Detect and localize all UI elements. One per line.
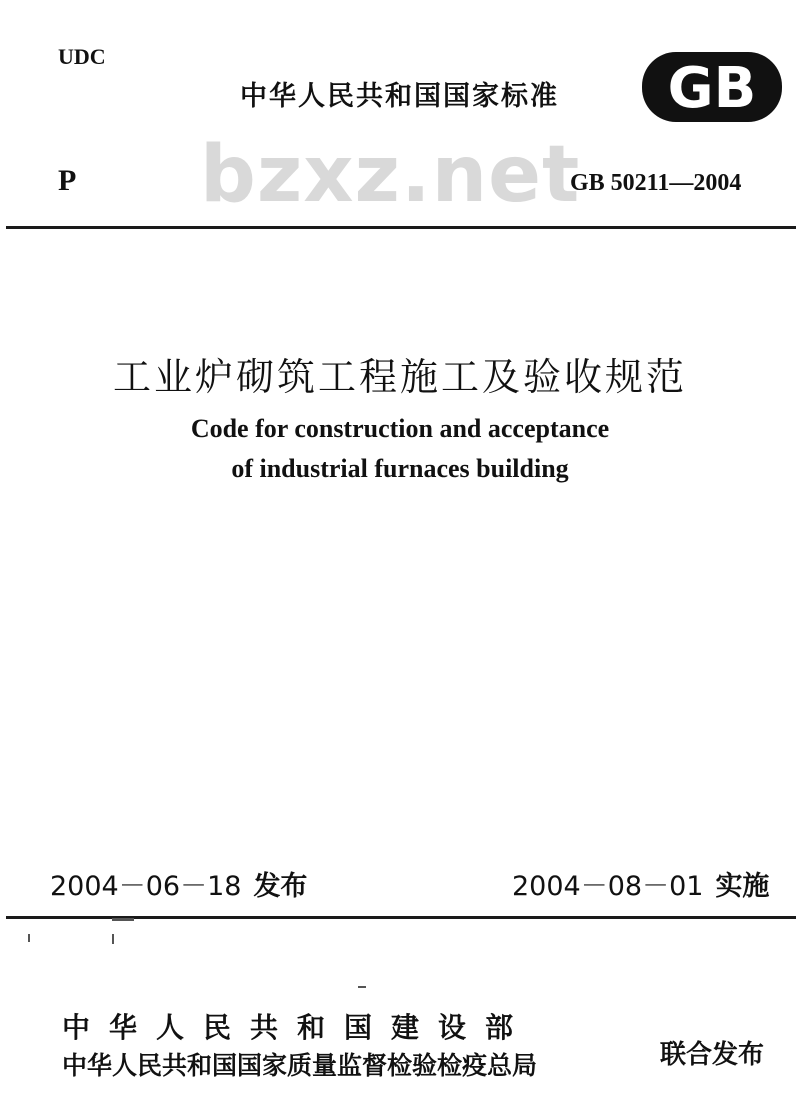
implement-date: 2004－08－01	[512, 871, 704, 902]
joint-issue-label: 联合发布	[660, 1040, 765, 1070]
issue-date: 2004－06－18	[50, 871, 242, 902]
issue-date-row	[50, 864, 307, 903]
scan-mark	[112, 934, 114, 944]
standard-number: GB 50211—2004	[570, 170, 742, 196]
issuer-ministry-of-construction: 中华人民共和国建设部	[62, 1011, 533, 1044]
header-divider	[6, 226, 796, 229]
issuer-aqsiq: 中华人民共和国国家质量监督检验检疫总局	[62, 1051, 538, 1080]
gb-logo-icon	[640, 50, 784, 124]
scan-mark	[112, 918, 134, 921]
scan-mark	[358, 986, 366, 988]
title-english-line1: Code for construction and acceptance	[190, 414, 610, 443]
implement-label: 实施	[715, 871, 770, 902]
title-chinese: 工业炉砌筑工程施工及验收规范	[112, 355, 687, 399]
implement-date-row	[512, 864, 769, 903]
title-english-line2: of industrial furnaces building	[231, 454, 569, 483]
issue-label: 发布	[253, 871, 308, 902]
gb-logo-text: GB	[667, 56, 757, 121]
udc-label: UDC	[58, 44, 106, 69]
watermark: bzxz.net	[200, 130, 581, 220]
classification-code: P	[58, 164, 77, 197]
national-standard-heading: 中华人民共和国国家标准	[240, 81, 559, 112]
scan-mark	[28, 934, 30, 942]
